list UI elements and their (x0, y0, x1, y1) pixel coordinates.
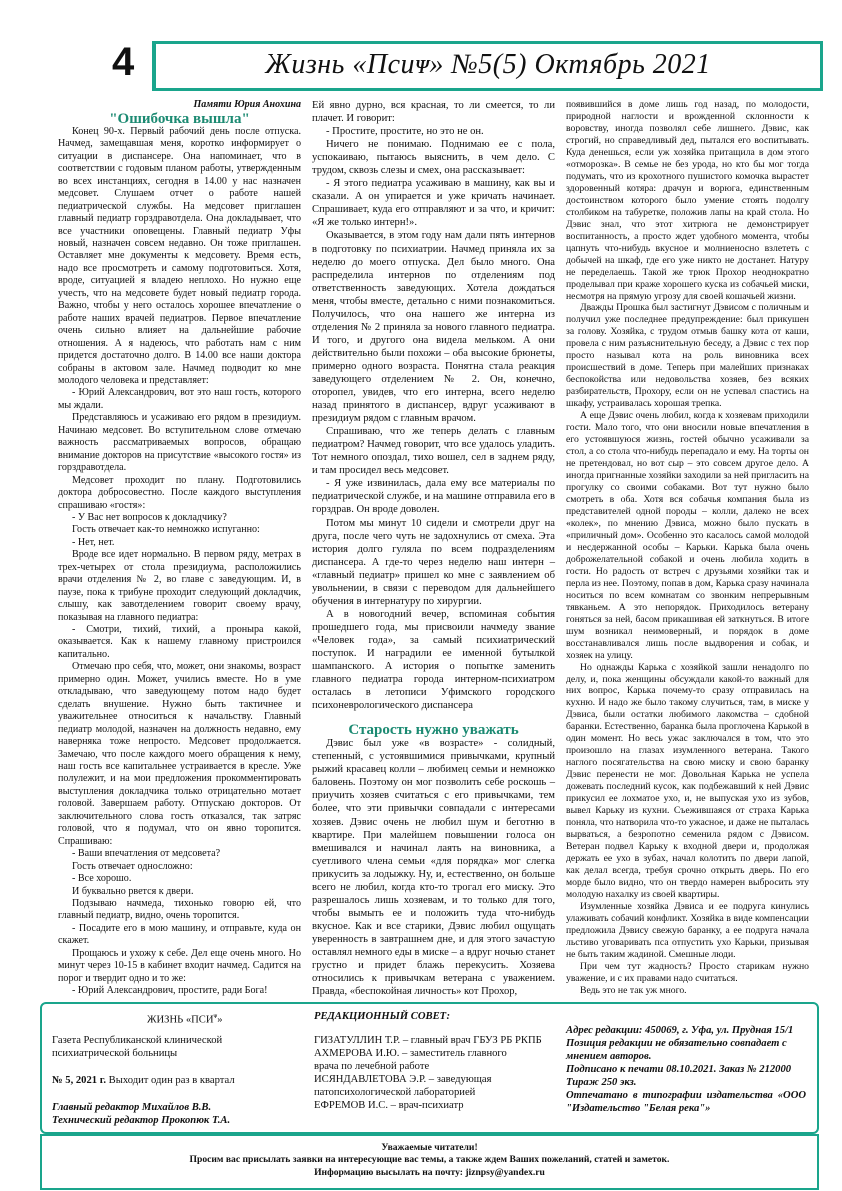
article-paragraph: - Смотри, тихий, тихий, а проныра какой, оказывается. Как к нашему главному пристроился капитально. (58, 624, 301, 660)
article-paragraph: Прощаюсь и ухожу к себе. Дел еще очень много. Но минут через 10-15 в кабинет входит начмед. Садится на порог и твердит одно и то же: (58, 947, 301, 984)
editorial-box (40, 1002, 819, 1134)
article-paragraph: Спрашиваю, что же теперь делать с главным педиатром? Начмед говорит, что все удалось уладить. Тот немного опоздал, тихо вошел, сел в заднем ряду, и там просидел весь медсовет. (312, 426, 555, 477)
article-paragraph: При чем тут жадность? Просто старикам нужно уважение, и с их правами надо считаться. (566, 960, 809, 984)
article-paragraph: Отмечаю про себя, что, может, они знакомы, возраст примерно один. Может, учились вместе. Но в уме откладываю, что заведующему потом надо будет сделать внушение. Нужно быть тактичнее и уважительнее относиться к начальству. Главный педиатр молодой, назначен на должность недавно, ему наверняка тоже непросто. Медсовет продолжается. Замечаю, что после каждого моего обращения к нему, наш гость все капитальнее устраивается в кресле. Уже полулежит, и на мои предложения прокомментировать выступления докладчика только отрицательно мотает головой. Завершаем работу. Отпускаю докторов. От заключительного слова гость отказался, так затряс головой, что я подумал, что он явно торопится. Спрашиваю: (58, 661, 301, 847)
notice-request: Просим вас присылать заявки на интересующие вас темы, а также ждем Ваших пожеланий, статей и заметок. (189, 1154, 670, 1166)
column-1 (58, 99, 301, 998)
masthead-title: Жизнь «Псиᴪ» №5(5) Октябрь 2021 (265, 49, 711, 80)
article-paragraph: Ведь это не так уж много. (580, 984, 687, 996)
article-paragraph-continued: появившийся в доме лишь год назад, по молодости, природной наглости и врожденной склонности к воровству, иногда позволял себе лишнего. Дэвис, как строгий, но справедливый дед, пытался его воспитывать. Куда денешься, если уж хозяйка притащила в дом этого «отморозка». В семье не без урода, но кто бы мог тогда подумать, что из крохотного пушистого комочка вырастет здоровенный котяра: драчун и ворюга, единственным достоинством которого было умение стоять подолгу столбиком на табуретке, положив лапы на край стола. Но Дэвис знал, что этот хитрюга не демонстрирует воспитанность, а просто ждет удобного момента, чтобы цапнуть что-нибудь вкусное и молниеносно взлететь с добычей на шкаф, где его уже никто не достанет. Натуру не переделаешь. Такой же трюк Прохор неоднократно проделывал при краже хорошего куска из собачьей миски, несмотря на прямую угрозу для своей кошачьей жизни. (566, 99, 809, 302)
header-banner (152, 41, 823, 91)
article-paragraph: Гость отвечает односложно: (72, 860, 193, 872)
publisher-printed: Отпечатано в типографии издательства «ООО "Издательство "Белая река"» (566, 1090, 806, 1114)
article-paragraph: Дважды Прошка был застигнут Дэвисом с поличным и получил уже последнее предупреждение: был прикушен за голову. Хозяйка, с трудом отмыв башку кота от каши, провела с ним разъяснительную беседу, а Дэвис с тех пор просто называл кота на роль виновника всех происшествий в доме. Теперь при малейших признаках беспокойства или недовольства хозяев, без всяких разбирательств, Прохору, если он не успевал спастись на шкафу, устраивалась хорошая трепка. (566, 302, 809, 410)
publisher-address: Адрес редакции: 450069, г. Уфа, ул. Прудная 15/1 (566, 1025, 794, 1036)
article-paragraph: Изумленные хозяйка Дэвиса и ее подруга кинулись улаживать собачий конфликт. Хозяйка в виде компенсации предложила Дэвису свежую баранку, а ее подруга начала льстиво уговаривать пса отпустить ухо Карьки, призывая не быть таким жадиной. Смешные люди. (566, 900, 809, 960)
article-paragraph: И буквально рвется к двери. (72, 885, 194, 897)
page-number: 4 (112, 40, 135, 84)
article-title-oshibochka: "Ошибочка вышла" (109, 111, 250, 128)
chief-editor: Главный редактор Михайлов В.В. (52, 1102, 212, 1113)
article-paragraph: Потом мы минут 10 сидели и смотрели друг на друга, после чего чуть не задохнулись от смеха. Эта история долго гуляла по всем подразделениям диспансера. А где-то через неделю наш интерн – «главный педиатр» пришел ко мне с заявлением об увольнении, в связи с переводом для дальнейшего обучения в интернатуру по хирургии. (312, 517, 555, 607)
article-paragraph: А еще Дэвис очень любил, когда к хозяевам приходили гости. Мало того, что они вносили новые впечатления в его устоявшуюся жизнь, гостей обычно усаживали за стол, а со стола что-нибудь перепадало и ему. На торты он не претендовал, но вот сыр – это совсем другое дело. А иногда пригнанные хозяйки заходили за ней пригласить на прогулку со своими собаками. Вот тут нужно было смотреть в оба. Хотя вся собачья компания была из представителей одной породы – колли, далеко не всех «колек», по мнению Дэвиса, можно было пускать в «приличный дом». Особенно это касалось самой молодой и несдержанной особы – Карьки. Карька была очень доброжелательной собакой и очень любила ходить в гости. Но радость от встреч с друзьями хозяйки так и перла из нее. Поэтому, попав в дом, Карька сразу начинала носиться по всем комнатам со звонким непрерывным тявканьем. А это непорядок. Приходилось ветерану гоняться за ней, басом прикашивая ей заткнуться. В итоге шум возникал неимоверный, и порядок в доме восстанавливался лишь после выдворения и собак, и хозяек на улицу. (566, 410, 809, 661)
article-paragraph: Представляюсь и усаживаю его рядом в президиум. Начинаю медсовет. Во вступительном слове отмечаю важность рассматриваемых вопросов, обращаю внимание докторов на присутствие «высокого гостя» из горздравотдела. (58, 412, 301, 474)
reader-notice-box (40, 1134, 819, 1190)
board-member-3: ИСЯНДАВЛЕТОВА Э.Р. – заведующая патопсихологической лабораторией (314, 1074, 492, 1098)
imprint-issue: № 5, 2021 г. Выходит один раз в квартал (52, 1075, 235, 1086)
publisher-disclaimer: Позиция редакции не обязательно совпадает с мнением авторов. (566, 1038, 787, 1062)
article1-part2 (312, 99, 555, 712)
board-member-1: ГИЗАТУЛЛИН Т.Р. – главный врач ГБУЗ РБ РКПБ (314, 1035, 542, 1046)
article-paragraph: - Я уже извинилась, дала ему все материалы по педиатрической службе, и на машине отправила его в горздрав. Он вроде доволен. (312, 478, 555, 516)
article-paragraph: А в новогодний вечер, вспоминая события прошедшего года, мы присвоили начмеду звание «Человек года», за самый психиатрический поступок. И наградили ее именной бутылкой шампанского. А история о попытке заменить главного педиатра города интерном-психиатром осталась в летописи Уфимского городского психоневрологического диспансера (312, 608, 555, 712)
article-paragraph: - Простите, простите, но это не он. (326, 126, 484, 138)
board-member-4: ЕФРЕМОВ И.С. – врач-психиатр (314, 1100, 464, 1111)
notice-greeting: Уважаемые читатели! (381, 1142, 478, 1153)
board-title: РЕДАКЦИОННЫЙ СОВЕТ: (314, 1011, 451, 1022)
article-paragraph: Ей явно дурно, вся красная, то ли смеется, то ли плачет. И говорит: (312, 100, 555, 125)
column-2 (312, 99, 555, 998)
article-paragraph: Оказывается, в этом году нам дали пять интернов в подготовку по психиатрии. Начмед приняла их за неделю до моего отпуска. Дел было много. Она распределила интернов по отделениям под ответственность заведующих. Хотела дождаться меня, чтобы вместе, детально с ними познакомиться. Получилось, что она нашего же интерна из отделения № 2 приняла за нового главного педиатра. И того, и другого она видела мельком. А они действительно были похожи – оба высокие брюнеты, примерно одного возраста. Понятна стала реакция заведующего отделением № 2. Он, конечно, оторопел, увидев, что его интерна, всего неделю назад принятого в диспансер, вдруг усаживают в президиум рядом с главным врачом. (312, 230, 555, 425)
article-paragraph: - Я этого педиатра усаживаю в машину, как вы и сказали. А он упирается и уже кричать начинает. Спрашивает, куда его отправляют и за что, и кричит: «Я же только интерн!». (312, 178, 555, 229)
article-paragraph: Вроде все идет нормально. В первом ряду, метрах в трех-четырех от стола президиума, расположились врачи отделения № 2, во главе с заведующим. И, в паузе, пока к трибуне проходит следующий докладчик, слышу, как завотделением говорит своему врачу, показывая на главного педиатра: (58, 549, 301, 623)
reader-notice (42, 1142, 817, 1179)
article2-part1 (312, 737, 555, 998)
publisher-signed: Подписано к печати 08.10.2021. Заказ № 212000 (566, 1064, 792, 1075)
imprint-paper-name: ЖИЗНЬ «$ПСИ^ᴪ$» (147, 1012, 223, 1026)
article-paragraph: - Все хорошо. (72, 873, 132, 885)
article-paragraph: Дэвис был уже «в возрасте» - солидный, степенный, с устоявшимися привычками, крупный рыжий красавец колли – любимец семьи и немножко баловень. Поэтому он мог позволить себе роскошь – приучить хозяев считаться с его привычками, тем более, что эти привычки совпадали с интересами хозяев. Дэвис очень не любил шум и беготню в квартире. При малейшем повышении голоса он вмешивался и начинал лаять на виновника, а суетливого члена семьи «для порядка» мог слегка прикусить за лодыжку. Ну, и, естественно, он больше всего не любил, когда кто-то трогал его миску. Это разрешалось лишь хозяевам, и то только для того, чтобы вымыть ее и положить туда что-нибудь вкусное. Как и все старики, Дэвис любил ощущать уверенность в завтрашнем дне, и для этого зачастую оставлял немного еды в миске – а вдруг ночью станет грустно и придет блажь перекусить. Хозяева относились к привычкам ветерана с уважением. Правда, «беспокойная личность» кот Прохор, (312, 738, 555, 998)
board-member-2: АХМЕРОВА И.Ю. – заместитель главного врача по лечебной работе (314, 1048, 507, 1072)
article-paragraph: - Нет, нет. (72, 536, 115, 548)
article-title-starost: Старость нужно уважать (348, 722, 519, 739)
article-paragraph: - Юрий Александрович, вот это наш гость, которого мы ждали. (58, 387, 301, 411)
notice-email: Информацию высылать на почту: jiznpsy@yandex.ru (314, 1166, 545, 1178)
article-paragraph: Подзываю начмеда, тихонько говорю ей, что главный педиатр, видно, очень торопится. (58, 898, 301, 922)
article-paragraph: Но однажды Карька с хозяйкой зашли ненадолго по делу, и, пока женщины обсуждали какой-то важный для них вопрос, Карька почему-то сразу отправилась на кухню. И надо же было такому случиться, там, в миске у Дэвиса, были остатки любимого лакомства – сдобной баранки. Естественно, баранка была проглочена Карькой в один момент. Но весь ужас заключался в том, что это произошло на глазах изумленного ветерана. Такого наглого посягательства на свою миску и свою баранку Дэвис перенести не мог. Довольная Карька не успела дожевать последний кусок, как подбежавший к ней Дэвис прикусил ее лохматое ухо, и, не выпуская ухо из зубов, вывел Карьку из кухни. Съежившаяся от страха Карька поняла, что натворила что-то ужасное, и даже не пыталась вырваться, а безропотно семенила рядом с Дэвисом. Ветеран подвел Карьку к входной двери и, продолжая держать ее ухо в зубах, начал колотить по двери лапой, как делал всегда, требуя срочно открыть дверь. По его морде было видно, что он твердо намерен выбросить эту молодую нахалку из своей квартиры. (566, 661, 809, 900)
imprint-description: Газета Республиканской клинической психиатрической больницы (52, 1035, 223, 1059)
article-paragraph: - Юрий Александрович, простите, ради Бога! (72, 985, 268, 997)
publisher-circulation: Тираж 250 экз. (566, 1077, 637, 1088)
dedication: Памяти Юрия Анохина (193, 99, 301, 110)
column-3 (566, 99, 809, 997)
article-paragraph: Медсовет проходит по плану. Подготовились доктора добросовестно. После каждого выступления спрашиваю «гостя»: (58, 474, 301, 511)
tech-editor: Технический редактор Прокопюк Т.А. (52, 1115, 231, 1126)
article-paragraph: Гость отвечает как-то немножко испуганно: (72, 524, 260, 536)
article-paragraph: Ничего не понимаю. Поднимаю ее с пола, успокаиваю, пытаюсь выяснить, в чем дело. С трудом, сквозь слезы и смех, она рассказывает: (312, 139, 555, 177)
article-paragraph: - Ваши впечатления от медсовета? (72, 848, 221, 860)
article1-part1 (58, 126, 301, 998)
article2-part2 (566, 99, 809, 997)
article-paragraph: Конец 90-х. Первый рабочий день после отпуска. Начмед, замещавшая меня, коротко информирует о ситуации в диспансере. Она напоминает, что в соответствии с годовым планом работы, утвержденным во всех инстанциях, сегодня в 14.00 у нас назначен медсовет. Слушаем отчет о работе нашей педиатрической службы. На медсовет приглашен главный педиатр горздравотдела. Она докладывает, что все участники оповещены. Главный педиатр Уфы новый, назначен совсем недавно. Он тоже приглашен. Оставляет мне документы к медсовету. Время есть, надо все просмотреть и самому подготовиться. Хотя, вроде, ситуацией я владею неплохо. Но нужно еще учесть, что на медсовете будет новый педиатр города. Важно, чтобы у него осталось хорошее впечатление о работе наших врачей педиатров. Первое впечатление очень сильно влияет на дальнейшие рабочие отношения. А я надеюсь, что работать нам с ним придется достаточно долго. В 14.00 все наши доктора собраны в актовом зале. Начмед подводит ко мне молодого человека и представляет: (58, 125, 301, 386)
article-paragraph: - Посадите его в мою машину, и отправьте, куда он скажет. (58, 922, 301, 947)
article-paragraph: - У Вас нет вопросов к докладчику? (72, 511, 227, 523)
